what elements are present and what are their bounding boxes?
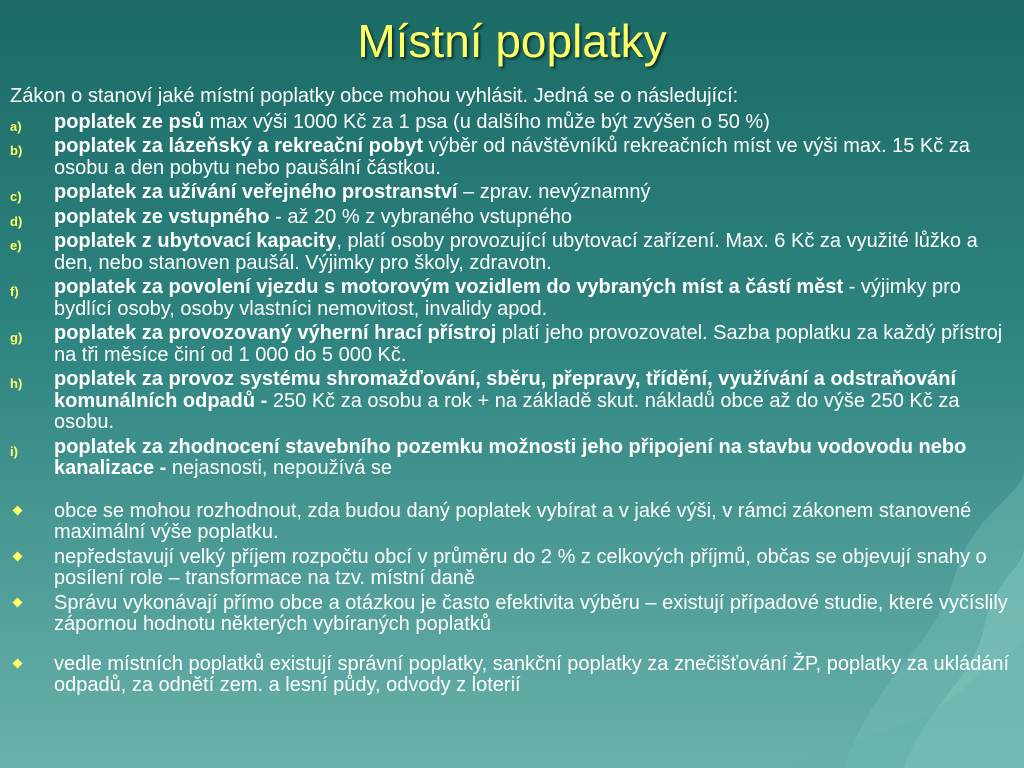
item-text: 250 Kč za osobu a rok + na základě skut. nákladů obce až do výše 250 Kč za osobu.: [54, 389, 960, 433]
item-heading: poplatek za povolení vjezdu s motorovým vozidlem do vybraných míst a částí měst: [54, 276, 844, 298]
intro-text: Zákon o stanoví jaké místní poplatky obce mohou vyhlásit. Jedná se o následující:: [10, 85, 739, 107]
list-item: [10, 437, 1014, 480]
diamond-bullet-icon: [13, 597, 23, 607]
list-item: [10, 182, 1014, 204]
item-text: - až 20 % z vybraného vstupného: [269, 205, 572, 228]
bullet-text: obce se mohou rozhodnout, zda budou daný poplatek vybírat a v jaké výši, v rámci zákonem stanovené maximální výše poplatku.: [54, 499, 972, 543]
bullet-text: nepředstavují velký příjem rozpočtu obcí v průměru do 2 % z celkových příjmů, občas se objevují snahy o posílení role – transformace na tzv. místní daně: [54, 545, 987, 589]
item-heading: poplatek za provoz systému shromažďování, sběru, přepravy, třídění, využívání a odstraňování komunálních odpadů -: [54, 368, 957, 412]
item-heading: poplatek za provozovaný výherní hrací přístroj: [54, 322, 497, 344]
list-item: [10, 207, 1014, 229]
list-item: [10, 231, 1014, 274]
list-marker: c): [10, 189, 22, 204]
diamond-bullet-icon: [13, 551, 23, 561]
list-marker: i): [10, 443, 18, 459]
list-marker: h): [10, 376, 23, 391]
item-text: , platí osoby provozující ubytovací zařízení. Max. 6 Kč za využité lůžko a den, nebo stanoven paušál. Výjimky pro školy, zdravotn.: [54, 230, 978, 274]
bullet-text: vedle místních poplatků existují správní poplatky, sankční poplatky za znečišťování ŽP, poplatky za ukládání odpadů, za odnětí zem. a lesní půdy, odvody z loterií: [54, 652, 1010, 696]
item-heading: poplatek ze vstupného: [54, 205, 270, 228]
spacer: [10, 483, 1014, 501]
item-text: nejasnosti, nepoužívá se: [166, 457, 392, 479]
bullet-item: [10, 547, 1014, 590]
list-item: [10, 112, 1014, 134]
list-marker: d): [10, 213, 23, 229]
diamond-bullet-icon: [13, 658, 23, 668]
list-marker: a): [10, 118, 22, 134]
bullet-item: [10, 654, 1014, 697]
list-marker: e): [10, 238, 22, 253]
bullet-item: [10, 593, 1014, 636]
item-text: výběr od návštěvníků rekreačních míst ve výši max. 15 Kč za osobu a den pobytu nebo paušální částkou.: [54, 135, 970, 179]
slide-content: [10, 86, 1014, 700]
bullet-text: Správu vykonávají přímo obce a otázkou je často efektivita výběru – existují případové studie, které vyčíslily zápornou hodnotu některých vybíraných poplatků: [54, 591, 1008, 635]
item-text: platí jeho provozovatel. Sazba poplatku za každý přístroj na tři měsíce činí od 1 000 do 5 000 Kč.: [54, 322, 1003, 366]
item-heading: poplatek za užívání veřejného prostranství: [54, 181, 458, 203]
item-text: max výši 1000 Kč za 1 psa (u dalšího může být zvýšen o 50 %): [204, 110, 770, 133]
diamond-bullet-icon: [13, 505, 23, 515]
list-item: [10, 136, 1014, 179]
bullet-item: [10, 501, 1014, 544]
list-marker: f): [10, 284, 19, 299]
list-item: [10, 323, 1014, 366]
item-text: – zprav. nevýznamný: [457, 181, 651, 203]
list-marker: b): [10, 143, 23, 158]
item-heading: poplatek ze psů: [54, 110, 205, 133]
slide-title: Místní poplatky: [357, 15, 667, 67]
list-item: [10, 369, 1014, 434]
list-item: [10, 277, 1014, 320]
list-marker: g): [10, 330, 23, 345]
item-heading: poplatek za lázeňský a rekreační pobyt: [54, 135, 424, 157]
item-heading: poplatek z ubytovací kapacity: [54, 230, 337, 252]
item-text: - výjimky pro bydlící osoby, osoby vlastníci nemovitost, invalidy apod.: [54, 276, 961, 320]
item-heading: poplatek za zhodnocení stavebního pozemku možnosti jeho připojení na stavbu vodovodu nebo kanalizace -: [54, 435, 967, 479]
